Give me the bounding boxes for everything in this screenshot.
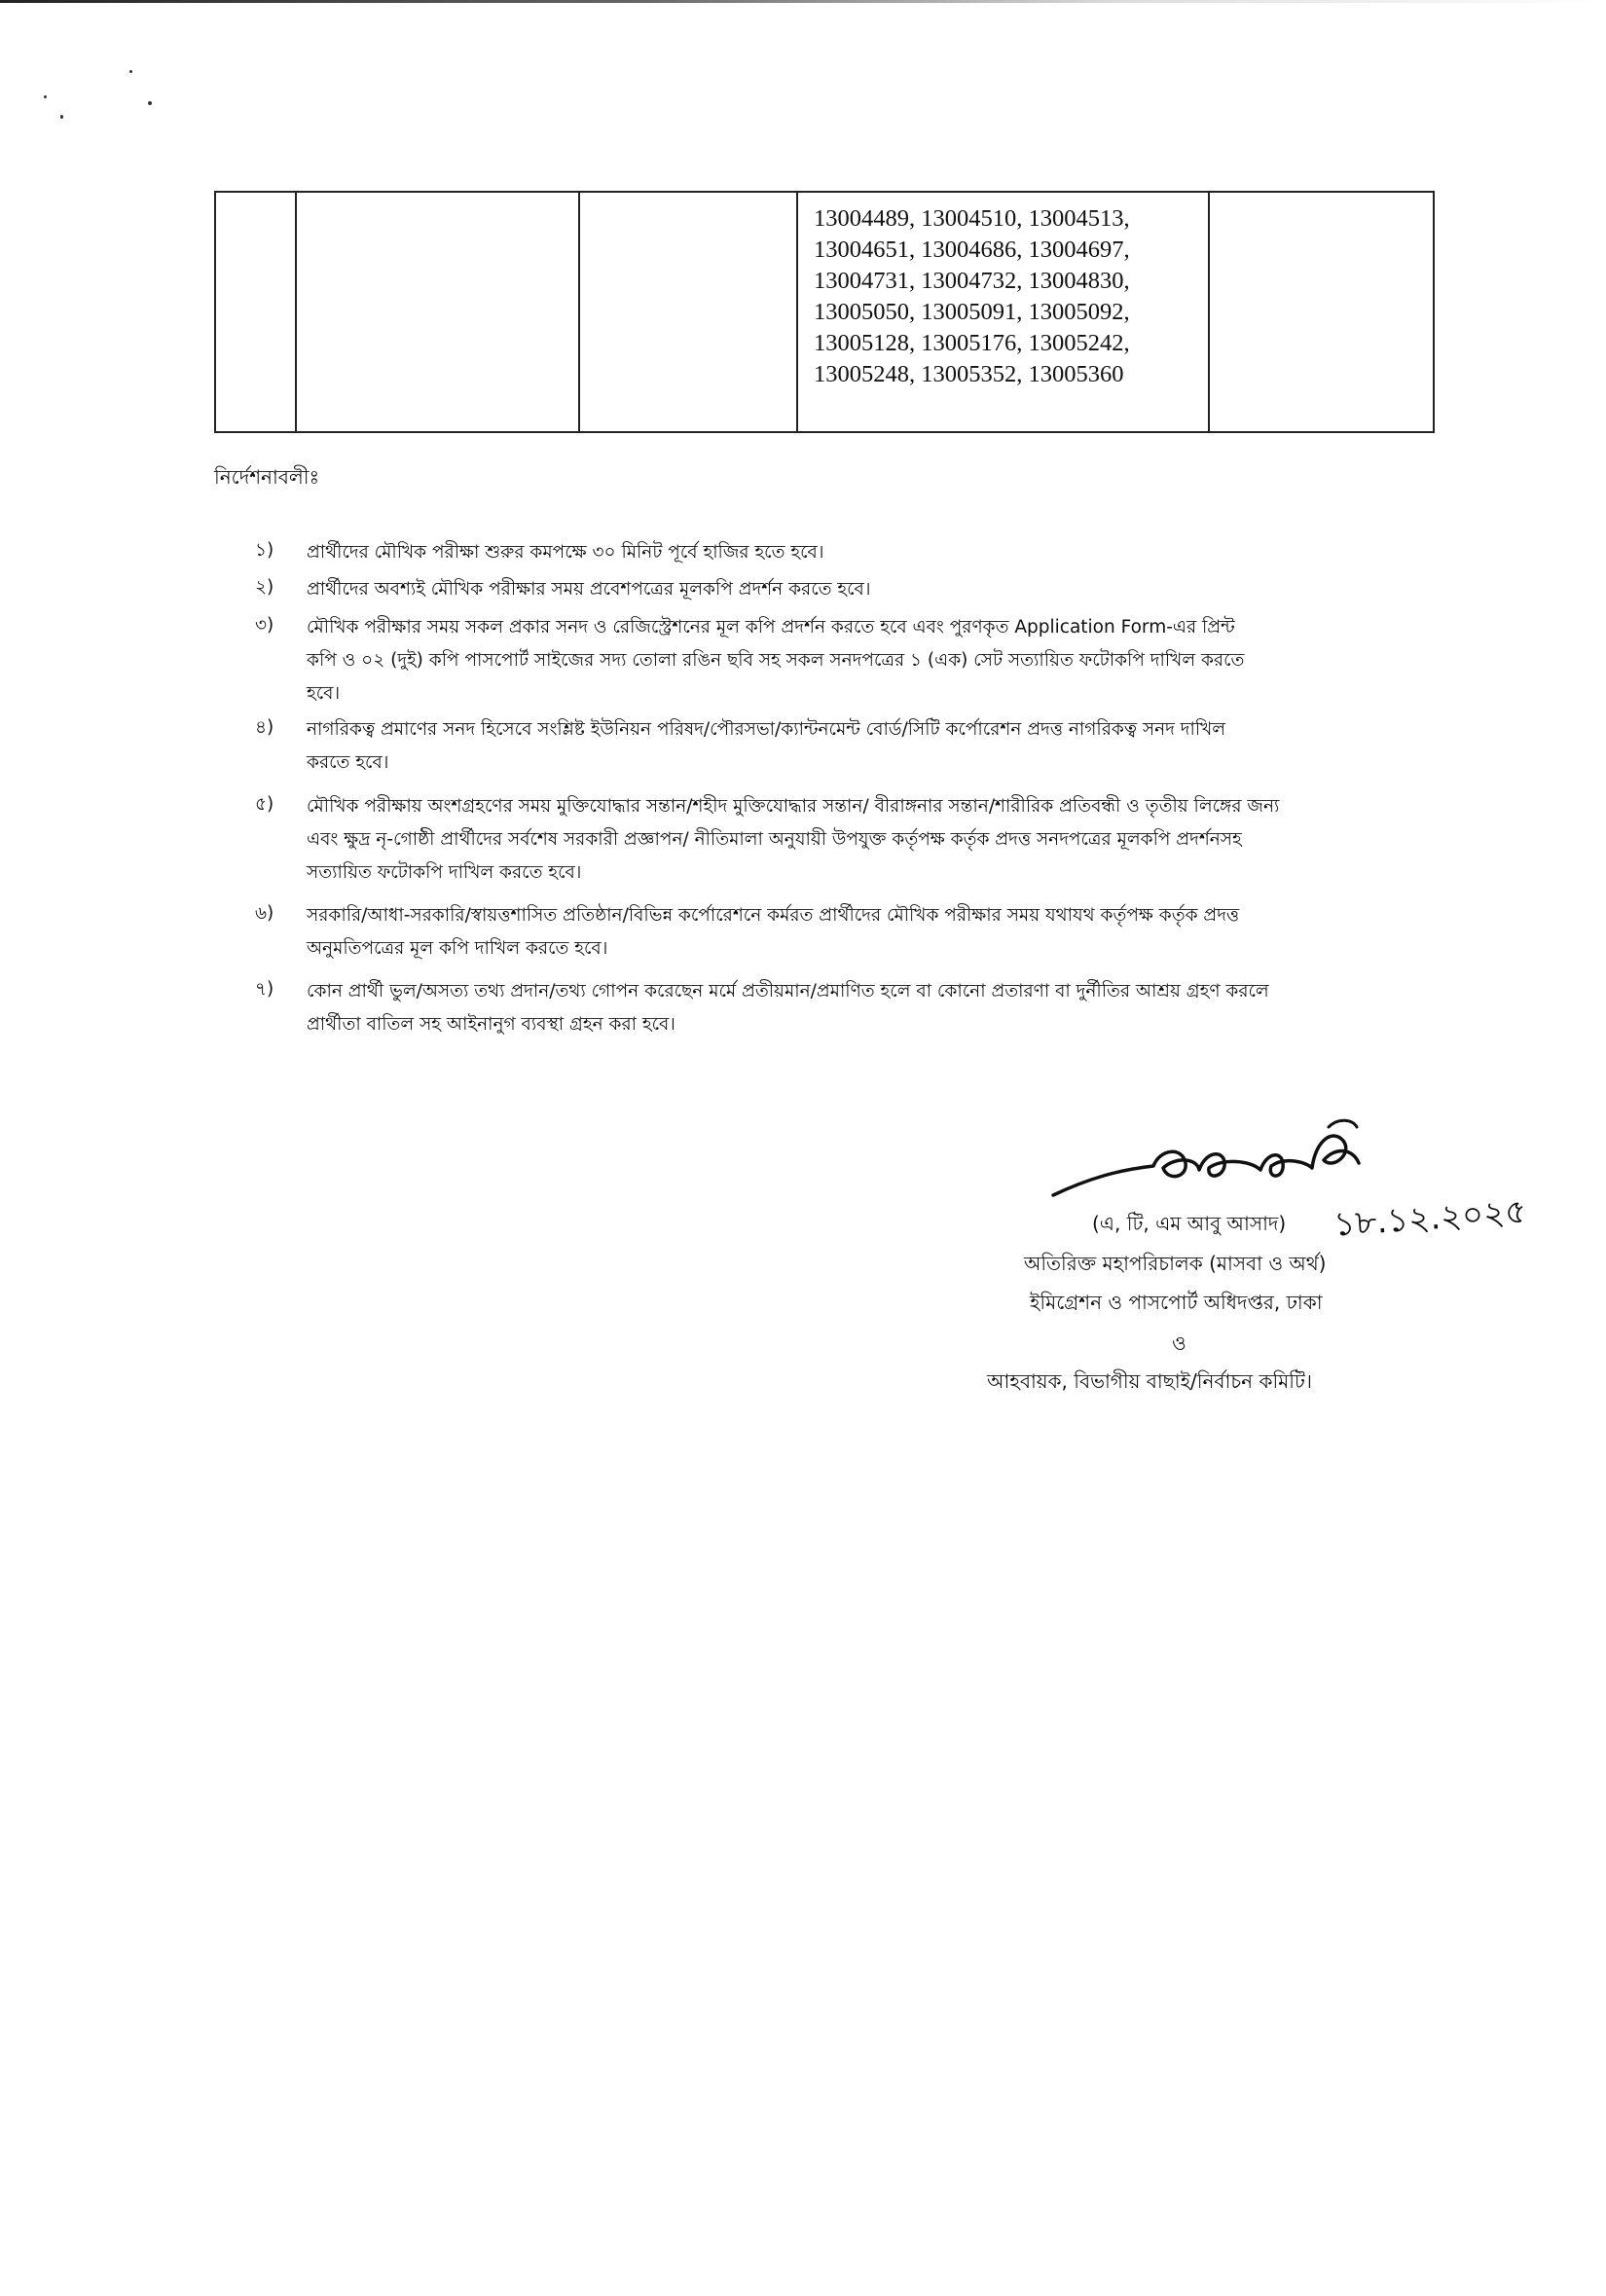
instruction-text <box>307 975 1406 1041</box>
instruction-number: ১) <box>255 540 274 561</box>
instruction-line: সত্যায়িত ফটোকপি দাখিল করতে হবে। <box>307 862 582 883</box>
scan-speck <box>148 101 152 105</box>
table-row <box>215 192 1434 432</box>
instruction-text <box>307 536 1406 569</box>
instruction-line: মৌখিক পরীক্ষায় অংশগ্রহণের সময় মুক্তিযোদ্ধার সন্তান/শহীদ মুক্তিযোদ্ধার সন্তান/ বীরাঙ্গনার সন্তান/শারীরিক প্রতিবন্ধী ও তৃতীয় লিঙ্গের জন্য <box>307 796 1280 817</box>
instruction-text <box>307 611 1406 711</box>
instruction-line: কোন প্রার্থী ভুল/অসত্য তথ্য প্রদান/তথ্য গোপন করেছেন মর্মে প্রতীয়মান/প্রমাণিত হলে বা কোনো প্রতারণা বা দুর্নীতির আশ্রয় গ্রহণ করলে <box>307 981 1269 1002</box>
instruction-line: নাগরিকত্ব প্রমাণের সনদ হিসেবে সংশ্লিষ্ট ইউনিয়ন পরিষদ/পৌরসভা/ক্যান্টনমেন্ট বোর্ড/সিটি কর্পোরেশন প্রদত্ত নাগরিকত্ব সনদ দাখিল <box>307 719 1226 740</box>
roll-number-line: 13004731, 13004732, 13004830, <box>814 268 1130 294</box>
table-cell-vacancy <box>579 192 797 432</box>
instruction-line: প্রার্থীদের মৌখিক পরীক্ষা শুরুর কমপক্ষে ৩০ মিনিট পূর্বে হাজির হতে হবে। <box>307 542 824 563</box>
instruction-line: প্রার্থীতা বাতিল সহ আইনানুগ ব্যবস্থা গ্রহন করা হবে। <box>307 1014 675 1035</box>
handwritten-date: ১৮.১২.২০২৫ <box>1332 1191 1528 1245</box>
roll-number-line: 13004489, 13004510, 13004513, <box>814 205 1130 232</box>
instruction-line: প্রার্থীদের অবশ্যই মৌখিক পরীক্ষার সময় প্রবেশপত্রের মূলকপি প্রদর্শন করতে হবে। <box>307 579 871 600</box>
instruction-text <box>307 790 1406 890</box>
signatory-committee-role: আহবায়ক, বিভাগীয় বাছাই/নির্বাচন কমিটি। <box>987 1369 1313 1393</box>
signatory-designation: অতিরিক্ত মহাপরিচালক (মাসবা ও অর্থ) <box>1024 1252 1327 1275</box>
signatory-conjunction: ও <box>1172 1331 1186 1355</box>
instruction-number: ৭) <box>255 979 274 1000</box>
instruction-number: ৪) <box>255 717 274 738</box>
table-cell-remarks <box>1209 192 1434 432</box>
roll-number-line: 13005128, 13005176, 13005242, <box>814 330 1130 356</box>
instruction-number: ৬) <box>255 903 274 924</box>
instruction-line: কপি ও ০২ (দুই) কপি পাসপোর্ট সাইজের সদ্য তোলা রঙিন ছবি সহ সকল সনদপত্রের ১ (এক) সেট সত্যায়িত ফটোকপি দাখিল করতে <box>307 650 1245 671</box>
instruction-line: অনুমতিপত্রের মূল কপি দাখিল করতে হবে। <box>307 938 608 959</box>
instruction-number: ৫) <box>255 794 274 815</box>
instructions-heading: নির্দেশনাবলীঃ <box>214 465 320 489</box>
roll-number-table <box>214 191 1435 433</box>
scan-top-edge <box>0 0 1606 3</box>
signatory-office: ইমিগ্রেশন ও পাসপোর্ট অধিদপ্তর, ঢাকা <box>1030 1291 1323 1314</box>
instruction-text <box>307 899 1406 966</box>
signatory-name: (এ, টি, এম আবু আসাদ) <box>1092 1212 1287 1235</box>
table-cell-roll-numbers <box>797 192 1209 432</box>
roll-number-line: 13004651, 13004686, 13004697, <box>814 237 1130 263</box>
scan-speck <box>44 95 47 98</box>
instruction-text <box>307 573 1406 606</box>
table-cell-serial <box>215 192 296 432</box>
instruction-number: ২) <box>255 577 274 598</box>
table-cell-post <box>296 192 579 432</box>
instruction-line: এবং ক্ষুদ্র নৃ-গোষ্ঠী প্রার্থীদের সর্বশেষ সরকারী প্রজ্ঞাপন/ নীতিমালা অনুযায়ী উপযুক্ত কর্তৃপক্ষ কর্তৃক প্রদত্ত সনদপত্রের মূলকপি প্রদর্শনসহ <box>307 829 1242 850</box>
scan-speck <box>129 70 132 73</box>
roll-number-line: 13005050, 13005091, 13005092, <box>814 299 1130 325</box>
instruction-line: করতে হবে। <box>307 752 389 773</box>
instruction-line: সরকারি/আধা-সরকারি/স্বায়ত্তশাসিত প্রতিষ্ঠান/বিভিন্ন কর্পোরেশনে কর্মরত প্রার্থীদের মৌখিক পরীক্ষার সময় যথাযথ কর্তৃপক্ষ কর্তৃক প্রদত্ত <box>307 905 1240 926</box>
instruction-number: ৩) <box>255 615 274 636</box>
instruction-line: হবে। <box>307 683 341 704</box>
roll-number-line: 13005248, 13005352, 13005360 <box>814 361 1124 387</box>
scan-speck <box>60 115 63 119</box>
instruction-text <box>307 713 1406 780</box>
instruction-line: মৌখিক পরীক্ষার সময় সকল প্রকার সনদ ও রেজিস্ট্রেশনের মূল কপি প্রদর্শন করতে হবে এবং পুরণকৃত Application Form-এর প্রিন্ট <box>307 617 1235 638</box>
